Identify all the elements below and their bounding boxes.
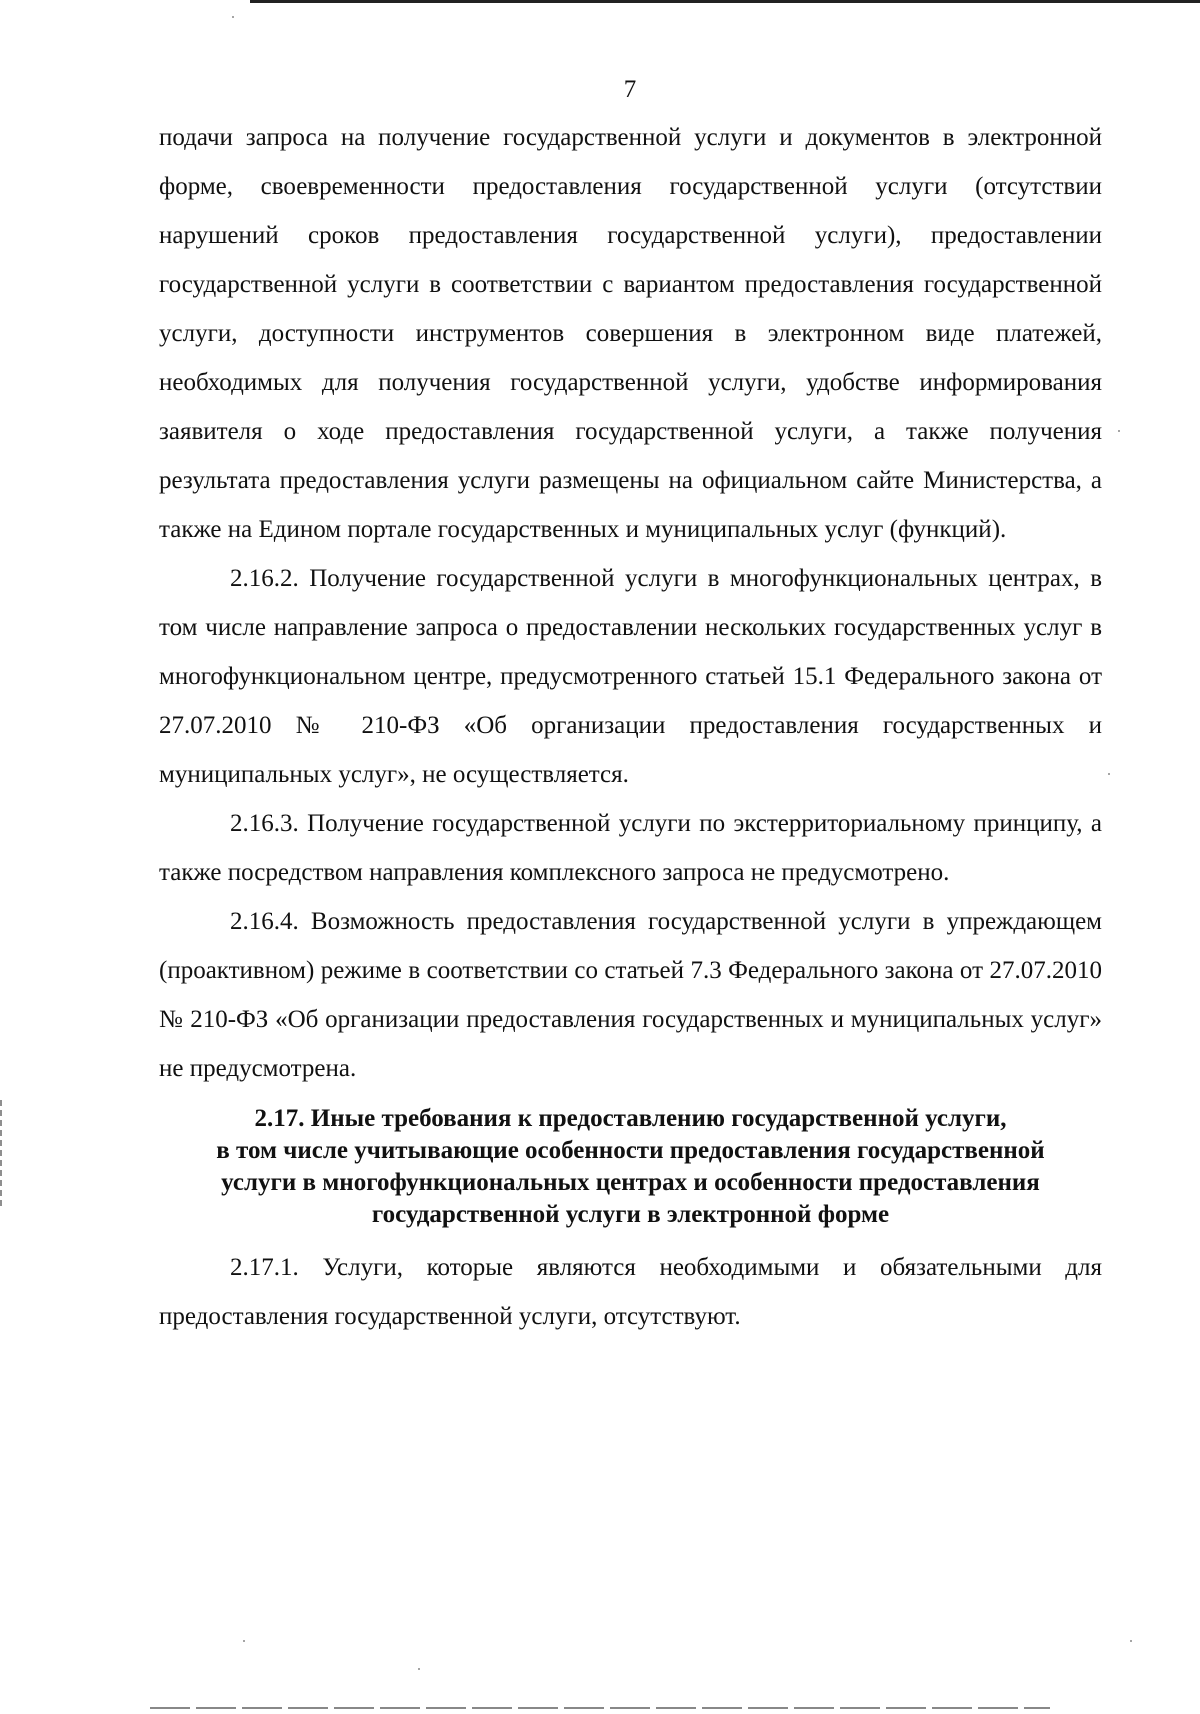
scan-speck [243,1640,245,1642]
scan-speck [232,16,234,18]
scan-top-edge [250,0,1200,3]
heading-line: в том числе учитывающие особенности предоставления государственной [216,1137,1045,1164]
scan-speck [1108,773,1110,775]
paragraph-2-17-1: 2.17.1. Услуги, которые являются необходимыми и обязательными для предоставления государственной услуги, отсутствуют. [159,1254,1102,1330]
paragraph-continuation: подачи запроса на получение государственной услуги и документов в электронной форме, своевременности предоставления государственной услуги (отсутствии нарушений сроков предоставления государственной услуги), предоставлении государственной услуги в соответствии с вариантом предоставления государственной услуги, доступности инструментов совершения в электронном виде платежей, необходимых для получения государственной услуги, удобстве информирования заявителя о ходе предоставления государственной услуги, а также получения результата предоставления услуги размещены на официальном сайте Министерства, а также на Едином портале государственных и муниципальных услуг (функций). [159,124,1102,543]
scan-speck [418,1668,420,1670]
scan-left-edge [0,1100,2,1210]
document-body [159,113,1102,1341]
page-number: 7 [623,76,637,103]
paragraph-2-16-3: 2.16.3. Получение государственной услуги по экстерриториальному принципу, а также посредством направления комплексного запроса не предусмотрено. [159,810,1102,886]
paragraph-2-16-4: 2.16.4. Возможность предоставления государственной услуги в упреждающем (проактивном) режиме в соответствии со статьей 7.3 Федерального закона от 27.07.2010 № 210-ФЗ «Об организации предоставления государственных и муниципальных услуг» не предусмотрена. [159,908,1102,1082]
heading-line: 2.17. Иные требования к предоставлению государственной услуги, [254,1105,1007,1132]
scan-bottom-edge [150,1707,1050,1709]
heading-line: услуги в многофункциональных центрах и особенности предоставления [221,1169,1040,1196]
scan-speck [1130,1640,1132,1642]
section-heading-2-17 [159,1103,1102,1231]
heading-line: государственной услуги в электронной форме [371,1201,890,1228]
paragraph-2-16-2: 2.16.2. Получение государственной услуги в многофункциональных центрах, в том числе направление запроса о предоставлении нескольких государственных услуг в многофункциональном центре, предусмотренного статьей 15.1 Федерального закона от 27.07.2010 № 210-ФЗ «Об организации предоставления государственных и муниципальных услуг», не осуществляется. [159,565,1102,788]
scan-speck [1118,430,1120,432]
